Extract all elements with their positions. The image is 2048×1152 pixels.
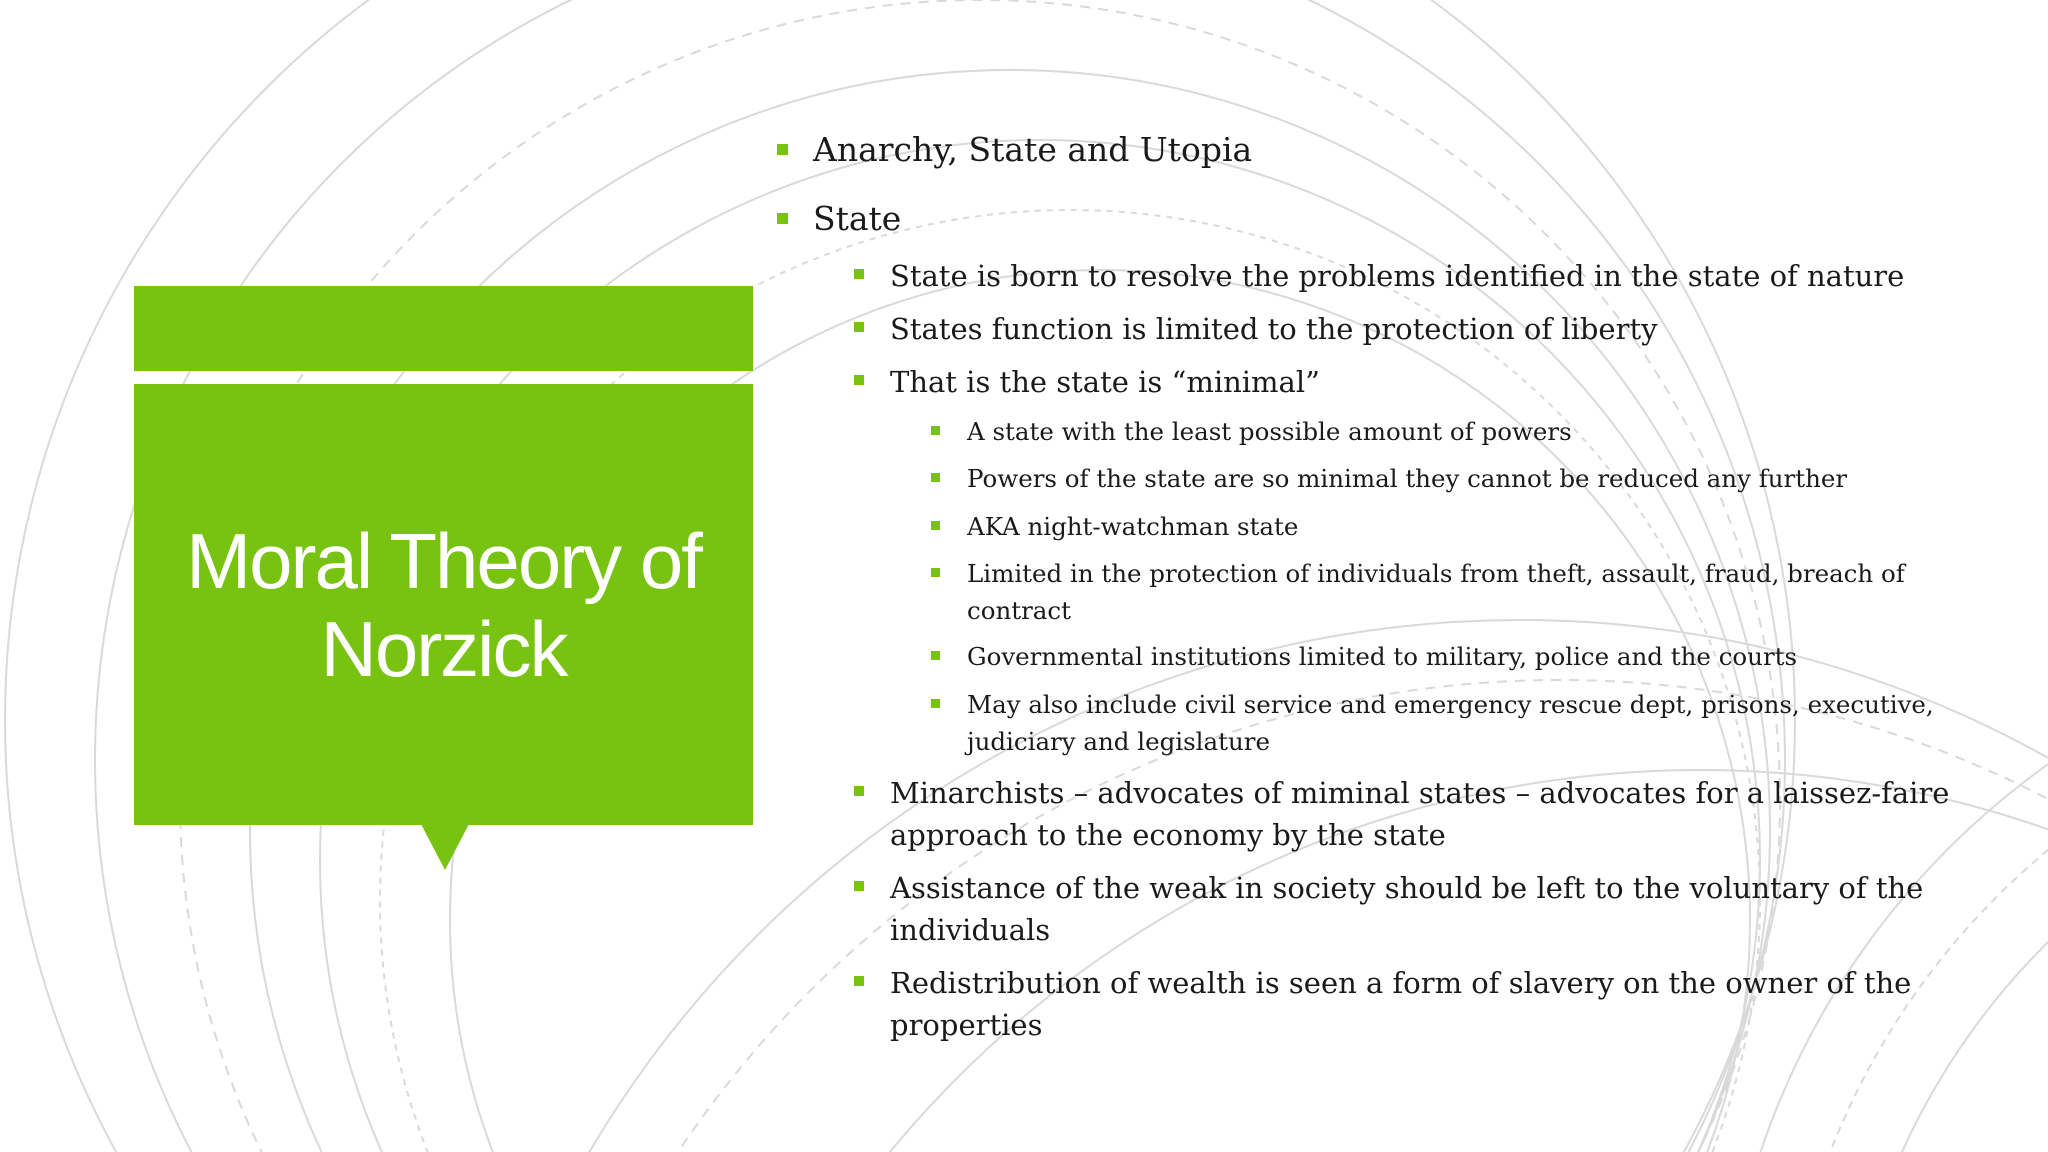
bullet-text: State bbox=[813, 199, 902, 238]
square-bullet-icon bbox=[931, 651, 940, 660]
bullet-item-level-3 bbox=[930, 508, 1990, 545]
bullet-item-level-2 bbox=[853, 255, 1983, 297]
bullet-item-level-3 bbox=[930, 686, 1990, 760]
slide-title: Moral Theory of Norzick bbox=[186, 516, 701, 693]
square-bullet-icon bbox=[854, 786, 864, 796]
square-bullet-icon bbox=[931, 426, 940, 435]
bullet-item-level-2 bbox=[853, 962, 1983, 1046]
bullet-text: Limited in the protection of individuals from theft, assault, fraud, breach of contract bbox=[967, 559, 1905, 625]
square-bullet-icon bbox=[931, 521, 940, 530]
bullet-item-level-3 bbox=[930, 413, 1990, 450]
bullet-item-level-2 bbox=[853, 361, 1983, 403]
bullet-text: Governmental institutions limited to military, police and the courts bbox=[967, 642, 1798, 671]
square-bullet-icon bbox=[854, 881, 864, 891]
bullet-item-level-3 bbox=[930, 638, 1990, 675]
bullet-text: Powers of the state are so minimal they cannot be reduced any further bbox=[967, 464, 1848, 493]
square-bullet-icon bbox=[777, 213, 788, 224]
bullet-text: Anarchy, State and Utopia bbox=[813, 130, 1253, 169]
square-bullet-icon bbox=[777, 144, 788, 155]
square-bullet-icon bbox=[854, 976, 864, 986]
square-bullet-icon bbox=[854, 375, 864, 385]
bullet-text: Assistance of the weak in society should be left to the voluntary of the individuals bbox=[890, 871, 1924, 947]
bullet-text: AKA night-watchman state bbox=[967, 512, 1299, 541]
bullet-item-level-1 bbox=[776, 130, 1976, 170]
bullet-text: May also include civil service and emergency rescue dept, prisons, executive, judiciary and legislature bbox=[967, 690, 1934, 756]
bullet-text: A state with the least possible amount of powers bbox=[967, 417, 1572, 446]
bullet-item-level-3 bbox=[930, 555, 1990, 629]
bullet-text: States function is limited to the protection of liberty bbox=[890, 312, 1658, 346]
bullet-text: Minarchists – advocates of miminal states – advocates for a laissez-faire approach to the economy by the state bbox=[890, 776, 1950, 852]
bullet-item-level-2 bbox=[853, 308, 1983, 350]
square-bullet-icon bbox=[854, 322, 864, 332]
bullet-text: State is born to resolve the problems identified in the state of nature bbox=[890, 259, 1905, 293]
square-bullet-icon bbox=[931, 568, 940, 577]
bullet-item-level-1 bbox=[776, 199, 1976, 239]
square-bullet-icon bbox=[931, 699, 940, 708]
square-bullet-icon bbox=[854, 269, 864, 279]
bullet-text: Redistribution of wealth is seen a form of slavery on the owner of the properties bbox=[890, 966, 1912, 1042]
square-bullet-icon bbox=[931, 473, 940, 482]
bullet-item-level-3 bbox=[930, 460, 1990, 497]
bullet-item-level-2 bbox=[853, 772, 1983, 856]
bullet-text: That is the state is “minimal” bbox=[890, 365, 1320, 399]
bullet-item-level-2 bbox=[853, 867, 1983, 951]
